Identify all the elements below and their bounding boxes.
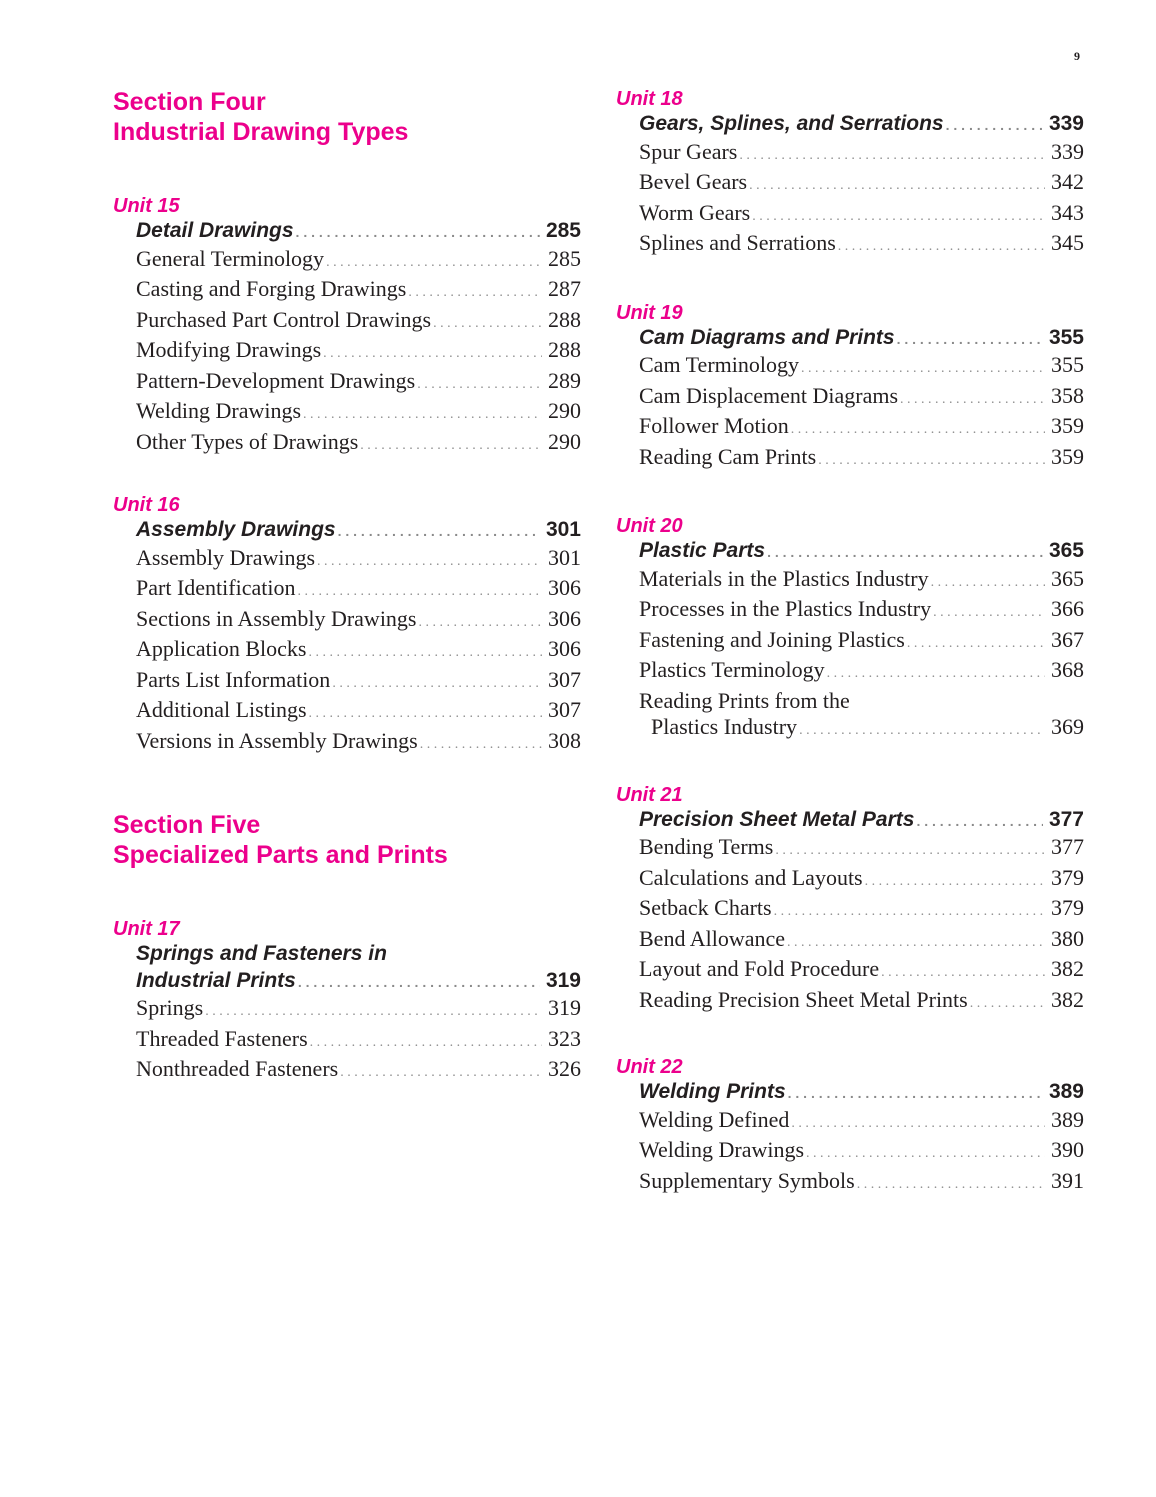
chapter-entry[interactable]: Plastic Parts . . . 365 <box>639 538 1084 566</box>
unit-label: Unit 20 <box>616 515 683 537</box>
chapter-entry[interactable]: Gears, Splines, and Serrations . . . 339 <box>639 111 1084 139</box>
unit-label: Unit 15 <box>113 195 180 217</box>
toc-entry[interactable]: Application Blocks . . . 306 <box>136 636 581 667</box>
unit-label: Unit 17 <box>113 918 180 940</box>
toc-entry[interactable]: Processes in the Plastics Industry . . . 366 <box>639 596 1084 627</box>
section-title: Industrial Drawing Types <box>113 118 409 146</box>
section-label: Section Four <box>113 88 266 116</box>
toc-entry[interactable]: Fastening and Joining Plastics . . . 367 <box>639 627 1084 658</box>
chapter-entry[interactable]: Detail Drawings . . . 285 <box>136 218 581 246</box>
toc-entry[interactable]: Worm Gears . . . 343 <box>639 200 1084 231</box>
section-title: Specialized Parts and Prints <box>113 841 448 869</box>
unit-label: Unit 22 <box>616 1056 683 1078</box>
toc-entry[interactable]: Bend Allowance . . . 380 <box>639 926 1084 957</box>
toc-entry[interactable]: Modifying Drawings . . . 288 <box>136 337 581 368</box>
toc-entry[interactable]: Reading Cam Prints . . . 359 <box>639 444 1084 475</box>
section-label: Section Five <box>113 811 261 839</box>
section-five-heading <box>113 810 581 870</box>
toc-entry[interactable]: Versions in Assembly Drawings . . . 308 <box>136 728 581 759</box>
toc-entry[interactable]: Supplementary Symbols . . . 391 <box>639 1168 1084 1199</box>
unit-17 <box>113 917 581 1087</box>
toc-entry[interactable]: Parts List Information . . . 307 <box>136 667 581 698</box>
chapter-entry[interactable]: Assembly Drawings . . . 301 <box>136 517 581 545</box>
toc-entry[interactable]: Casting and Forging Drawings . . . 287 <box>136 276 581 307</box>
page-number: 9 <box>1074 49 1080 63</box>
section-four-heading <box>113 87 581 147</box>
unit-label: Unit 16 <box>113 494 180 516</box>
toc-entry[interactable]: Bevel Gears . . . 342 <box>639 169 1084 200</box>
toc-entry[interactable]: Springs . . . 319 <box>136 995 581 1026</box>
toc-entry[interactable]: Spur Gears . . . 339 <box>639 139 1084 170</box>
toc-entry[interactable]: Cam Displacement Diagrams . . . 358 <box>639 383 1084 414</box>
unit-16 <box>113 493 581 758</box>
chapter-entry-line1[interactable]: Springs and Fasteners in <box>136 942 387 965</box>
unit-22 <box>616 1055 1084 1198</box>
toc-entry[interactable]: Nonthreaded Fasteners . . . 326 <box>136 1056 581 1087</box>
toc-entry[interactable]: Layout and Fold Procedure . . . 382 <box>639 956 1084 987</box>
toc-entry[interactable]: Purchased Part Control Drawings . . . 288 <box>136 307 581 338</box>
toc-entry[interactable]: Plastics Terminology . . . 368 <box>639 657 1084 688</box>
toc-entry[interactable]: Reading Precision Sheet Metal Prints . . . 382 <box>639 987 1084 1018</box>
chapter-entry[interactable]: Precision Sheet Metal Parts . . . 377 <box>639 807 1084 835</box>
toc-entry[interactable]: Materials in the Plastics Industry . . . 365 <box>639 566 1084 597</box>
toc-entry[interactable]: General Terminology . . . 285 <box>136 246 581 277</box>
unit-label: Unit 18 <box>616 88 683 110</box>
toc-entry[interactable]: Bending Terms . . . 377 <box>639 834 1084 865</box>
toc-entry[interactable]: Threaded Fasteners . . . 323 <box>136 1026 581 1057</box>
toc-entry[interactable]: Follower Motion . . . 359 <box>639 413 1084 444</box>
toc-entry[interactable]: Sections in Assembly Drawings . . . 306 <box>136 606 581 637</box>
unit-label: Unit 21 <box>616 783 683 806</box>
toc-entry-line1[interactable]: Reading Prints from the <box>639 687 850 713</box>
toc-entry[interactable]: Setback Charts . . . 379 <box>639 895 1084 926</box>
toc-entry[interactable]: Welding Defined . . . 389 <box>639 1107 1084 1138</box>
unit-label: Unit 19 <box>616 301 683 324</box>
toc-entry[interactable]: Other Types of Drawings . . . 290 <box>136 429 581 460</box>
unit-21 <box>616 783 1084 1018</box>
toc-entry[interactable]: Part Identification . . . 306 <box>136 575 581 606</box>
unit-18 <box>616 87 1084 261</box>
toc-right-column <box>616 87 1084 1198</box>
toc-left-column <box>113 87 581 1087</box>
toc-entry[interactable]: Welding Drawings . . . 390 <box>639 1137 1084 1168</box>
toc-entry[interactable]: Cam Terminology . . . 355 <box>639 352 1084 383</box>
chapter-entry[interactable]: Cam Diagrams and Prints . . . 355 <box>639 325 1084 353</box>
toc-entry[interactable]: Welding Drawings . . . 290 <box>136 398 581 429</box>
toc-entry[interactable]: Assembly Drawings . . . 301 <box>136 545 581 576</box>
toc-entry[interactable]: Pattern-Development Drawings . . . 289 <box>136 368 581 399</box>
toc-entry[interactable]: Additional Listings . . . 307 <box>136 697 581 728</box>
unit-20 <box>616 514 1084 745</box>
toc-entry[interactable]: Splines and Serrations . . . 345 <box>639 230 1084 261</box>
toc-entry[interactable]: Calculations and Layouts . . . 379 <box>639 865 1084 896</box>
unit-19 <box>616 301 1084 475</box>
toc-entry[interactable]: Plastics Industry . . . 369 <box>651 714 1084 745</box>
chapter-entry[interactable]: Industrial Prints . . . 319 <box>136 968 581 996</box>
chapter-entry[interactable]: Welding Prints . . . 389 <box>639 1079 1084 1107</box>
unit-15 <box>113 194 581 459</box>
